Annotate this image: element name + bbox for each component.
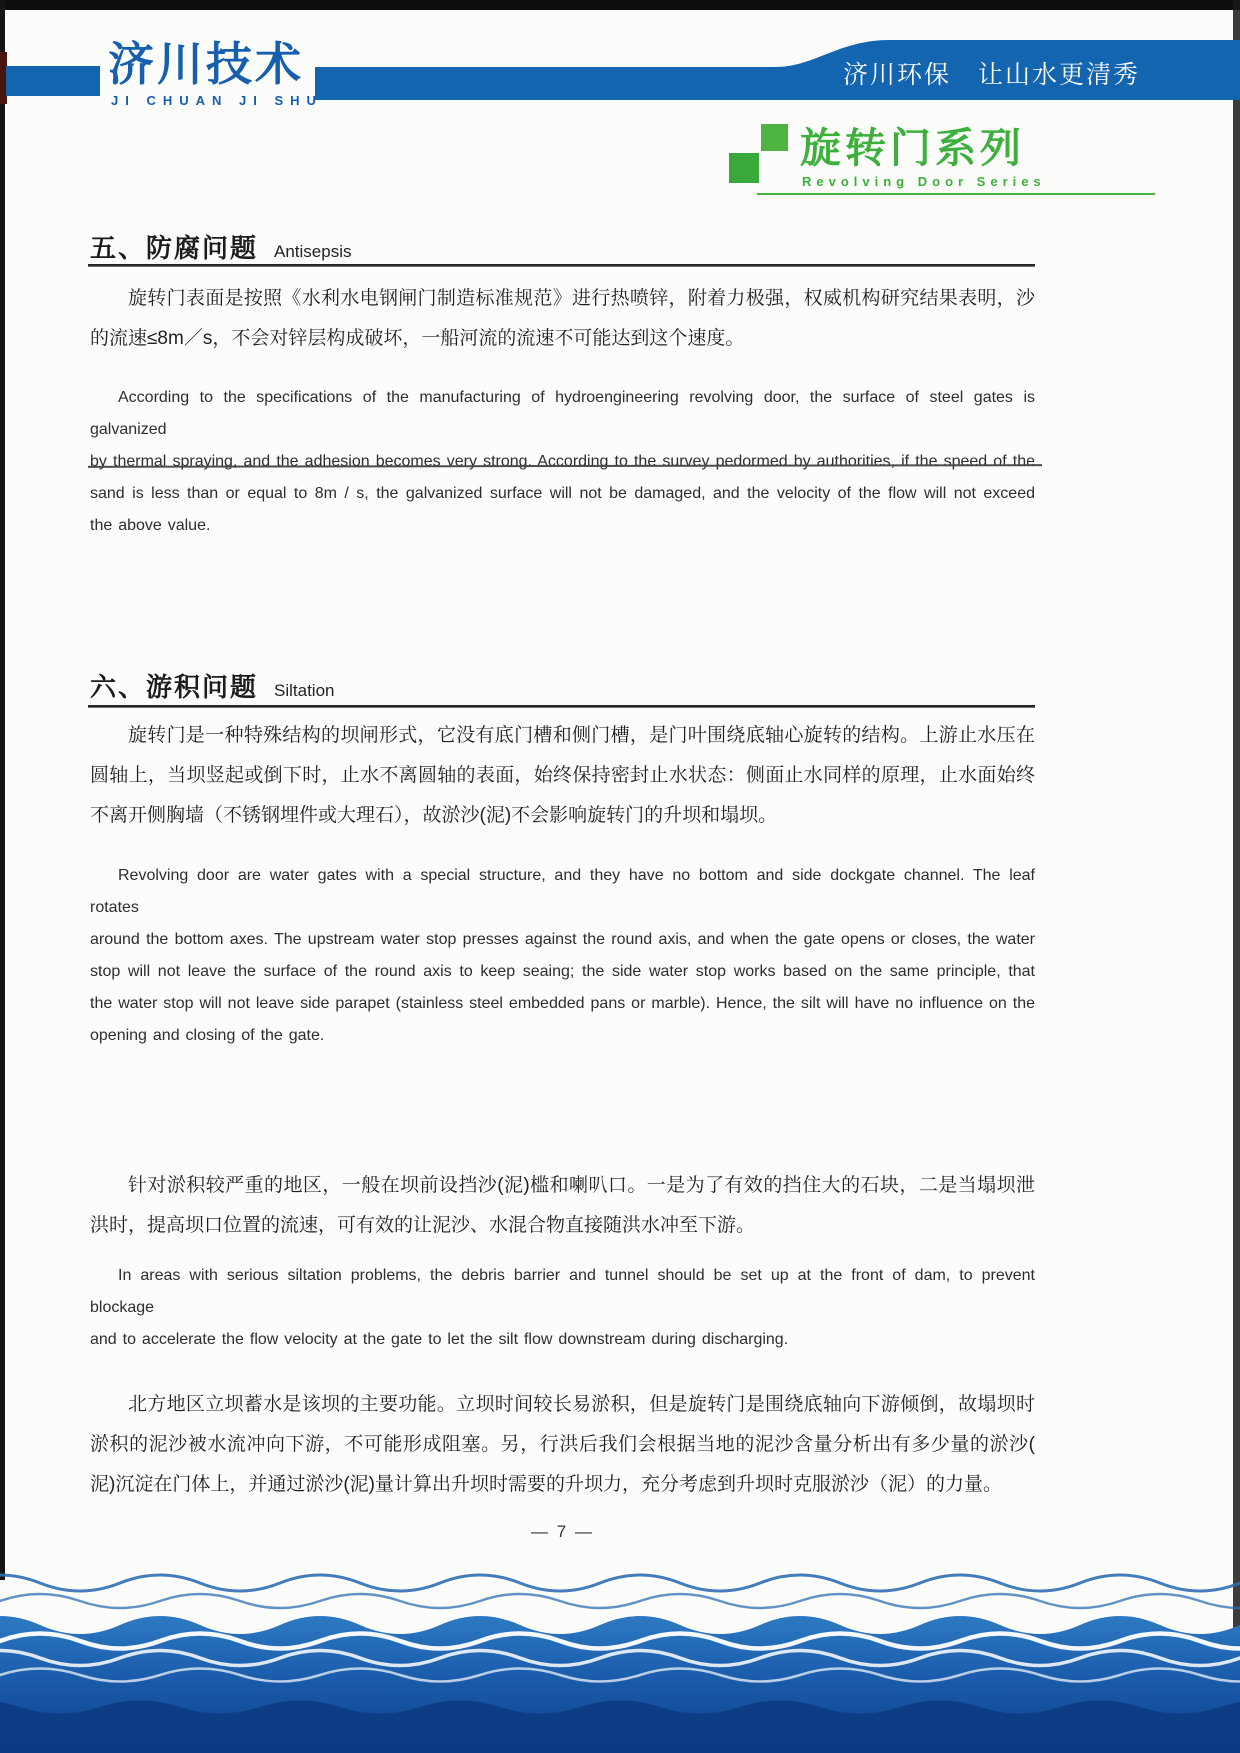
paragraph-line: 不离开侧胸墙（不锈钢埋件或大理石），故淤沙(泥)不会影响旋转门的升坝和塌坝。 bbox=[90, 805, 778, 826]
paragraph-line: the water stop will not leave side parapet (stainless steel embedded pans or marble). Hence, the silt will have no influence on the bbox=[90, 995, 1035, 1012]
section-heading-siltation bbox=[90, 667, 335, 704]
company-logo-cn-text: 济川技术 bbox=[108, 38, 304, 90]
scan-edge-left bbox=[0, 0, 5, 1580]
cn-paragraph-siltation-3 bbox=[90, 1385, 1035, 1505]
heading-rule bbox=[88, 705, 1035, 708]
paragraph-line: In areas with serious siltation problems, the debris barrier and tunnel should be set up at the front of dam, to prevent blockage bbox=[90, 1267, 1035, 1316]
series-underline bbox=[757, 193, 1155, 195]
section-heading-en: Antisepsis bbox=[274, 242, 352, 261]
section-heading-cn: 六、游积问题 bbox=[90, 672, 259, 702]
paragraph-line-strikethrough: by thermal spraying, and the adhesion becomes very strong. According to the survey pedormed by authorities, if the speed of the bbox=[90, 446, 1035, 478]
heading-rule bbox=[88, 264, 1035, 267]
paragraph-line: 旋转门是一种特殊结构的坝闸形式，它没有底门槽和侧门槽，是门叶围绕底轴心旋转的结构。上游止水压在 bbox=[128, 725, 1035, 746]
cn-paragraph-antisepsis bbox=[90, 279, 1035, 359]
paragraph-line: sand is less than or equal to 8m / s, the galvanized surface will not be damaged, and the velocity of the flow will not exceed bbox=[90, 485, 1035, 502]
company-logo bbox=[108, 36, 323, 108]
paragraph-line: 洪时，提高坝口位置的流速，可有效的让泥沙、水混合物直接随洪水冲至下游。 bbox=[90, 1215, 756, 1236]
green-square-icon bbox=[729, 153, 759, 183]
paragraph-line: the above value. bbox=[90, 517, 211, 534]
en-paragraph-antisepsis bbox=[90, 382, 1035, 542]
paragraph-line: 淤积的泥沙被水流冲向下游，不可能形成阻塞。另，行洪后我们会根据当地的泥沙含量分析出有多少量的淤沙( bbox=[90, 1434, 1035, 1455]
banner-slogan-text: 济川环保 让山水更清秀 bbox=[842, 61, 1140, 89]
paragraph-line: around the bottom axes. The upstream water stop presses against the round axis, and when the gate opens or closes, the water bbox=[90, 931, 1035, 948]
paragraph-line: Revolving door are water gates with a special structure, and they have no bottom and side dockgate channel. The leaf rotates bbox=[90, 867, 1035, 916]
cn-paragraph-siltation-1 bbox=[90, 716, 1035, 836]
wave-footer bbox=[0, 1555, 1240, 1753]
paragraph-line: stop will not leave the surface of the round axis to keep seaing; the side water stop works based on the same principle, that bbox=[90, 963, 1035, 980]
en-paragraph-siltation-1 bbox=[90, 860, 1035, 1052]
scan-edge-right bbox=[1233, 0, 1240, 1753]
paragraph-line: According to the specifications of the manufacturing of hydroengineering revolving door, the surface of steel gates is galvanized bbox=[90, 389, 1035, 438]
section-heading-antisepsis bbox=[90, 228, 352, 265]
paragraph-line: 的流速≤8m／s，不会对锌层构成破坏，一船河流的流速不可能达到这个速度。 bbox=[90, 328, 745, 349]
paragraph-line: opening and closing of the gate. bbox=[90, 1027, 325, 1044]
paragraph-line: 北方地区立坝蓄水是该坝的主要功能。立坝时间较长易淤积，但是旋转门是围绕底轴向下游倾倒，故塌坝时 bbox=[128, 1394, 1035, 1415]
series-title-en: Revolving Door Series bbox=[802, 174, 1046, 189]
cn-paragraph-siltation-2 bbox=[90, 1166, 1035, 1246]
paragraph-line: 针对淤积较严重的地区，一般在坝前设挡沙(泥)槛和喇叭口。一是为了有效的挡住大的石块，二是当塌坝泄 bbox=[128, 1175, 1035, 1196]
en-paragraph-siltation-2 bbox=[90, 1260, 1035, 1356]
section-heading-en: Siltation bbox=[274, 681, 335, 700]
series-title-cn: 旋转门系列 bbox=[800, 125, 1025, 171]
green-square-icon bbox=[761, 124, 788, 151]
paragraph-line: 旋转门表面是按照《水利水电钢闸门制造标准规范》进行热喷锌，附着力极强，权威机构研究结果表明，沙 bbox=[128, 288, 1035, 309]
paragraph-line: and to accelerate the flow velocity at the gate to let the silt flow downstream during discharging. bbox=[90, 1331, 789, 1348]
paragraph-line: 泥)沉淀在门体上，并通过淤沙(泥)量计算出升坝时需要的升坝力，充分考虑到升坝时克服淤沙（泥）的力量。 bbox=[90, 1474, 1002, 1495]
paragraph-line: 圆轴上，当坝竖起或倒下时，止水不离圆轴的表面，始终保持密封止水状态：侧面止水同样的原理，止水面始终 bbox=[90, 765, 1035, 786]
page-number: — 7 — bbox=[531, 1522, 594, 1541]
section-heading-cn: 五、防腐问题 bbox=[90, 233, 259, 263]
company-logo-pinyin-text: JI CHUAN JI SHU bbox=[111, 93, 323, 108]
